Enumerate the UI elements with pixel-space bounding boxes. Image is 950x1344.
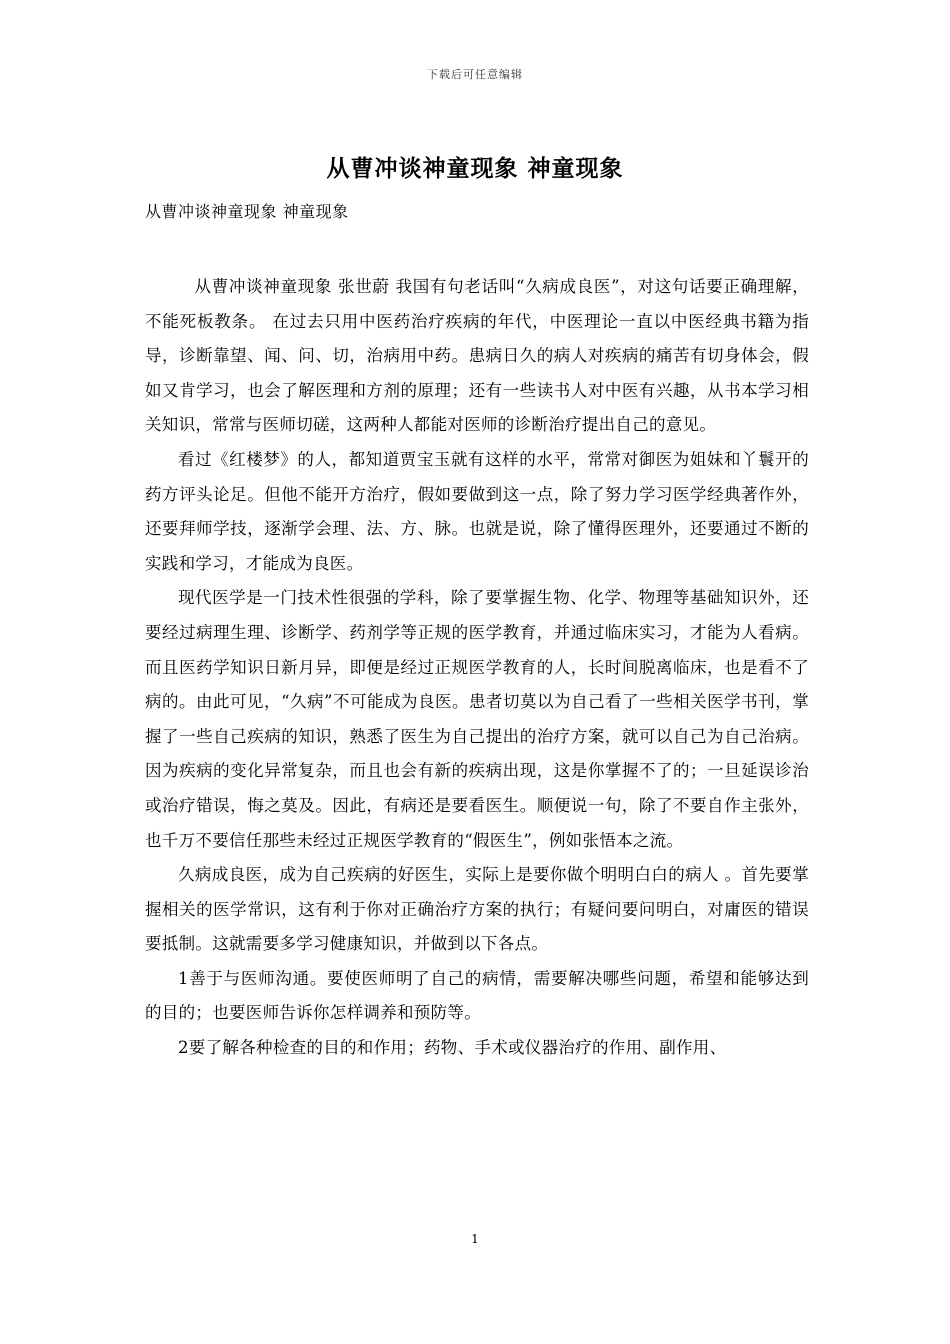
paragraph-4: 久病成良医，成为自己疾病的好医生，实际上是要你做个明明白白的病人 。首先要掌握相关的医学常识，这有利于你对正确治疗方案的执行；有疑问要问明白，对庸医的错误要抵制。这就需要多学习健康知识，并做到以下各点。: [145, 865, 809, 954]
paragraph-2: 看过《红楼梦》的人，都知道贾宝玉就有这样的水平，常常对御医为姐妹和丫鬟开的药方评头论足。但他不能开方治疗，假如要做到这一点，除了努力学习医学经典著作外，还要拜师学技，逐渐学会理、法、方、脉。也就是说，除了懂得医理外，还要通过不断的实践和学习，才能成为良医。: [145, 449, 809, 573]
paragraph-1: 从曹冲谈神童现象 张世蔚 我国有句老话叫“久病成良医”，对这句话要正确理解，不能死板教条。 在过去只用中医药治疗疾病的年代，中医理论一直以中医经典书籍为指导，诊断靠望、闻、问、切，治病用中药。患病日久的病人对疾病的痛苦有切身体会，假如又肯学习，也会了解医理和方剂的原理；还有一些读书人对中医有兴趣，从书本学习相关知识，常常与医师切磋，这两种人都能对医师的诊断治疗提出自己的意见。: [145, 277, 809, 435]
page-header-note: 下载后可任意编辑: [427, 68, 523, 81]
paragraph-5: 1善于与医师沟通。要使医师明了自己的病情，需要解决哪些问题，希望和能够达到的目的；也要医师告诉你怎样调养和预防等。: [145, 968, 809, 1023]
document-subtitle: 从曹冲谈神童现象 神童现象: [145, 202, 349, 221]
paragraph-6: 2要了解各种检查的目的和作用；药物、手术或仪器治疗的作用、副作用、: [178, 1038, 727, 1058]
page-number: 1: [471, 1232, 479, 1246]
document-body: [145, 270, 809, 1066]
paragraph-3: 现代医学是一门技术性很强的学科，除了要掌握生物、化学、物理等基础知识外，还要经过病理生理、诊断学、药剂学等正规的医学教育，并通过临床实习，才能为人看病。而且医药学知识日新月异，即便是经过正规医学教育的人，长时间脱离临床，也是看不了病的。由此可见，“久病”不可能成为良医。患者切莫以为自己看了一些相关医学书刊，掌握了一些自己疾病的知识，熟悉了医生为自己提出的治疗方案，就可以自己为自己治病。因为疾病的变化异常复杂，而且也会有新的疾病出现，这是你掌握不了的；一旦延误诊治或治疗错误，悔之莫及。因此，有病还是要看医生。顺便说一句，除了不要自作主张外，也千万不要信任那些未经过正规医学教育的“假医生”，例如张悟本之流。: [145, 588, 809, 850]
document-title: 从曹冲谈神童现象 神童现象: [326, 156, 624, 182]
